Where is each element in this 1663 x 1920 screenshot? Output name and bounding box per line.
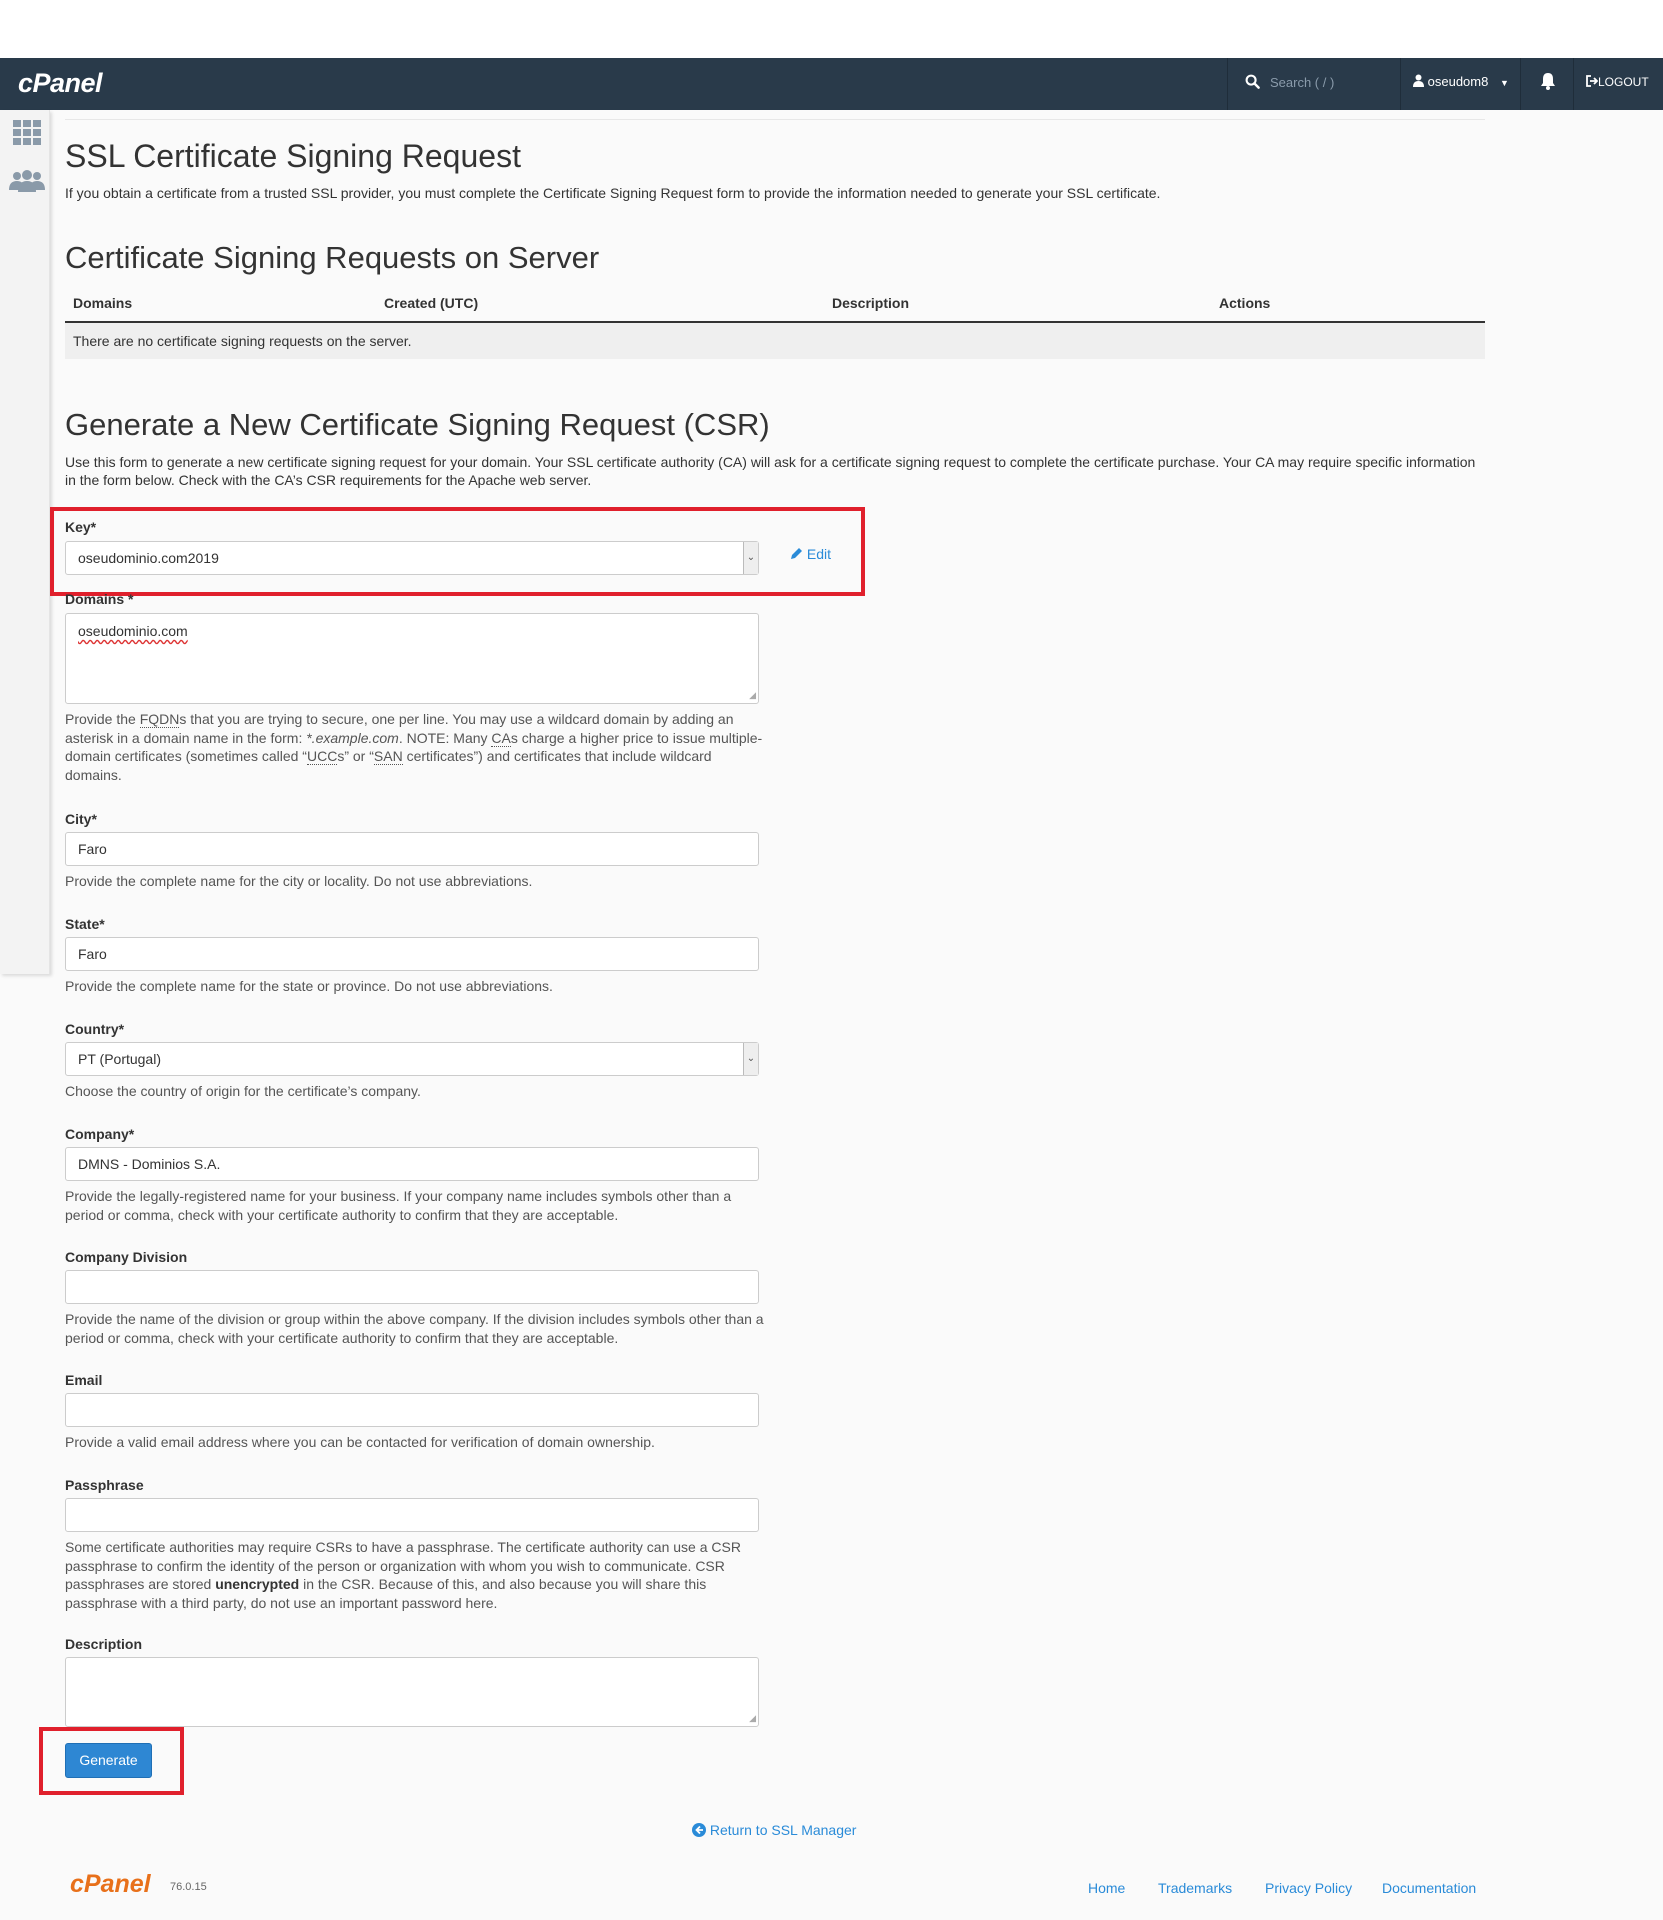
description-textarea[interactable] (65, 1657, 759, 1727)
email-input[interactable] (65, 1393, 759, 1427)
footer-link-trademarks[interactable]: Trademarks (1158, 1880, 1233, 1896)
top-navbar (0, 58, 1663, 110)
resize-handle-icon[interactable]: ◢ (749, 690, 756, 700)
apps-grid-icon[interactable] (13, 120, 41, 151)
search-box[interactable] (1245, 74, 1334, 90)
city-value: Faro (78, 841, 107, 857)
return-link-label: Return to SSL Manager (709, 1822, 857, 1838)
division-input[interactable] (65, 1270, 759, 1304)
return-to-ssl-manager-link[interactable] (692, 1822, 856, 1838)
divider (65, 119, 1485, 120)
passphrase-help: Some certificate authorities may require CSRs to have a passphrase. The certificate authority can use a CSR passphrase to confirm the identity of the person or organization with whom you wish to communicate. CSR passphrases are stored unencrypted in the CSR. Because of this, and also because you will share this passphrase with a third party, do not use an important password here. (65, 1539, 741, 1611)
resize-handle-icon[interactable]: ◢ (749, 1713, 756, 1723)
logout-button[interactable] (1585, 75, 1649, 89)
company-label: Company* (65, 1126, 135, 1142)
chevron-down-icon: ⌄ (743, 542, 758, 574)
country-label: Country* (65, 1021, 125, 1037)
key-select-value: oseudominio.com2019 (78, 550, 219, 566)
key-label: Key* (65, 519, 97, 535)
user-menu[interactable] (1413, 74, 1509, 89)
nav-divider (1400, 58, 1401, 110)
footer-link-home[interactable]: Home (1088, 1880, 1126, 1896)
edit-key-label: Edit (806, 546, 832, 562)
state-input[interactable] (65, 937, 759, 971)
passphrase-label: Passphrase (65, 1477, 144, 1493)
requests-heading: Certificate Signing Requests on Server (65, 240, 600, 275)
city-label: City* (65, 811, 97, 827)
nav-divider (1227, 58, 1228, 110)
city-help: Provide the complete name for the city or locality. Do not use abbreviations. (65, 873, 533, 889)
highlight-box-key (50, 507, 865, 596)
email-label: Email (65, 1372, 103, 1388)
country-value: PT (Portugal) (78, 1051, 161, 1067)
notifications-bell[interactable] (1540, 72, 1556, 95)
column-header-actions: Actions (1219, 295, 1271, 311)
footer-link-documentation[interactable]: Documentation (1382, 1880, 1477, 1896)
table-row (65, 323, 1485, 359)
state-help: Provide the complete name for the state or province. Do not use abbreviations. (65, 978, 553, 994)
domains-help: Provide the FQDNs that you are trying to secure, one per line. You may use a wildcard domain by adding an asterisk in a domain name in the form: *.example.com. NOTE: Many CAs charge a higher price to issue multiple-domain certificates (sometimes called “UCCs” or “SAN certificates”) and certificates that include wildcard domains. (65, 711, 763, 783)
country-help: Choose the country of origin for the certificate’s company. (65, 1083, 421, 1099)
bell-icon (1540, 72, 1556, 90)
chevron-down-icon: ▼ (1499, 78, 1509, 88)
nav-divider (1573, 58, 1574, 110)
domains-value: oseudominio.com (78, 623, 188, 639)
browser-top-area (0, 0, 1663, 58)
csr-form-heading: Generate a New Certificate Signing Request (CSR) (65, 407, 770, 442)
company-help: Provide the legally-registered name for your business. If your company name includes symbols other than a period or comma, check with your certificate authority to confirm that they are acceptable. (65, 1188, 732, 1223)
user-icon (1413, 74, 1424, 87)
column-header-domains[interactable]: Domains (73, 295, 133, 311)
search-input[interactable]: Search ( / ) (1270, 75, 1335, 90)
users-icon[interactable] (9, 170, 45, 197)
footer-cpanel-logo: cPanel (70, 1870, 151, 1898)
arrow-circle-left-icon (692, 1823, 706, 1837)
csr-form-description: Use this form to generate a new certificate signing request for your domain. Your SSL certificate authority (CA) will ask for a certificate signing request to complete the certificate purchase. Your CA may require specific information in the form below. Check with the CA’s CSR requirements for the Apache web server. (65, 454, 1476, 488)
cpanel-logo[interactable]: cPanel (18, 68, 103, 98)
logout-icon (1585, 75, 1598, 87)
nav-divider (1520, 58, 1521, 110)
sidebar (0, 110, 50, 974)
state-label: State* (65, 916, 105, 932)
domains-textarea[interactable] (65, 613, 759, 704)
company-input[interactable] (65, 1147, 759, 1181)
version-number: 76.0.15 (170, 1881, 207, 1893)
page-intro: If you obtain a certificate from a trusted SSL provider, you must complete the Certificate Signing Request form to provide the information needed to generate your SSL certificate. (65, 185, 1161, 201)
column-header-created[interactable]: Created (UTC) (384, 295, 479, 311)
state-value: Faro (78, 946, 107, 962)
username: oseudom8 (1427, 74, 1489, 89)
company-value: DMNS - Dominios S.A. (78, 1156, 221, 1172)
domains-label: Domains * (65, 591, 134, 607)
search-icon (1245, 74, 1260, 89)
column-header-description[interactable]: Description (832, 295, 910, 311)
email-help: Provide a valid email address where you can be contacted for verification of domain ownership. (65, 1434, 655, 1450)
generate-button[interactable]: Generate (65, 1743, 152, 1778)
logout-label: LOGOUT (1598, 75, 1649, 89)
highlight-box-generate (39, 1727, 184, 1795)
footer-link-privacy-policy[interactable]: Privacy Policy (1265, 1880, 1353, 1896)
empty-message: There are no certificate signing requests on the server. (73, 333, 412, 349)
description-label: Description (65, 1636, 143, 1652)
country-select[interactable] (65, 1042, 759, 1076)
city-input[interactable] (65, 832, 759, 866)
division-help: Provide the name of the division or group within the above company. If the division includes symbols other than a period or comma, check with your certificate authority to confirm that they are acceptable. (65, 1311, 764, 1346)
division-label: Company Division (65, 1249, 188, 1265)
page-title: SSL Certificate Signing Request (65, 138, 521, 174)
chevron-down-icon: ⌄ (743, 1043, 758, 1075)
passphrase-input[interactable] (65, 1498, 759, 1532)
